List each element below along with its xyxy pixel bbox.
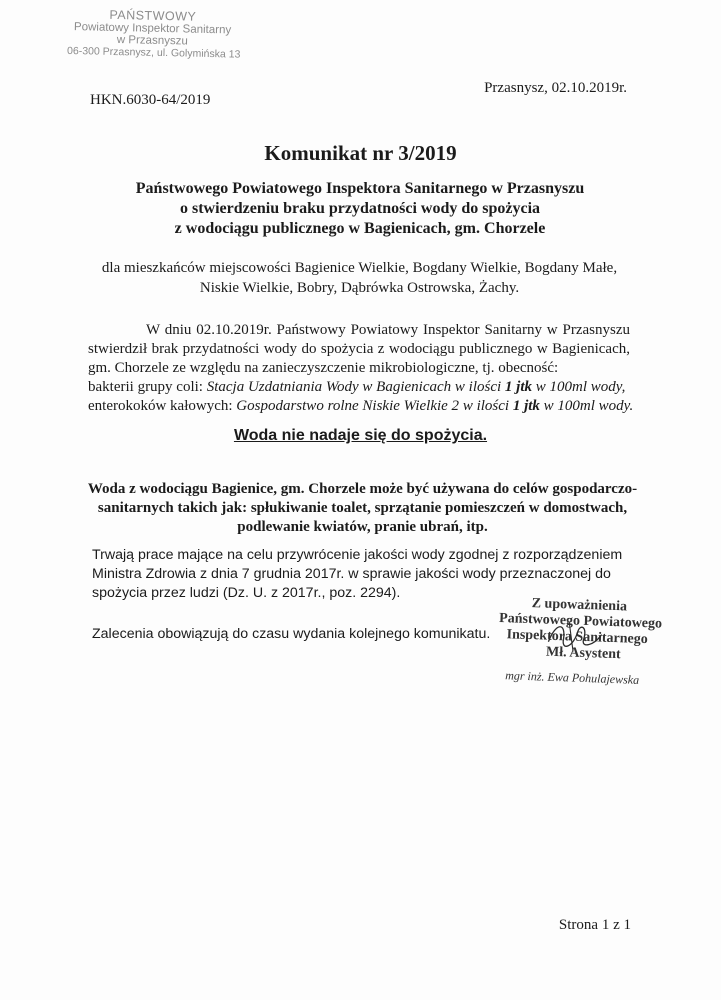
stamp-line: Powiatowy Inspektor Sanitarny (73, 21, 232, 37)
finding-amount: 1 jtk (512, 398, 540, 414)
signature-line: Mł. Asystent (545, 644, 621, 663)
finding-amount: 1 jtk (504, 379, 532, 395)
finding-location: Stacja Uzdatniania Wody w Bagienicach w ilości 1 jtk w 100ml wody, (206, 379, 626, 395)
signature-line: Inspektora Sanitarnego (506, 627, 648, 648)
signature-name: mgr inż. Ewa Pohulajewska (504, 668, 640, 687)
document-subtitle (80, 179, 640, 239)
finding-label: enterokoków kałowych: (88, 398, 237, 414)
stamp-line: PAŃSTWOWY (109, 7, 197, 24)
usage-notice: Woda z wodociągu Bagienice, gm. Chorzele może być używana do celów gospodarczo-sanitarnych takich jak: spłukiwanie toalet, sprzątanie pomieszczeń w domostwach, podlewanie kwiatów, pranie ubrań, itp. (87, 481, 638, 535)
subtitle-line: o stwierdzeniu braku przydatności wody do spożycia (179, 200, 541, 217)
signature-line: Państwowego Powiatowego (498, 610, 663, 632)
reference-number: HKN.6030-64/2019 (90, 92, 211, 108)
stamp-line: w Przasnyszu (116, 34, 188, 48)
page-number: Strona 1 z 1 (558, 917, 631, 933)
recipients-text: dla mieszkańców miejscowości Bagienice Wielkie, Bogdany Wielkie, Bogdany Małe, Niskie Wielkie, Bobry, Dąbrówka Ostrowska, Żachy. (101, 260, 618, 296)
office-stamp (66, 7, 241, 61)
finding-location: Gospodarstwo rolne Niskie Wielkie 2 w ilości 1 jtk w 100ml wody. (236, 398, 634, 414)
finding-line (88, 397, 634, 416)
document-title: Komunikat nr 3/2019 (264, 141, 457, 165)
document-date: Przasnysz, 02.10.2019r. (484, 80, 627, 96)
signature-line: Z upoważnienia (531, 596, 628, 615)
subtitle-line: z wodociągu publicznego w Bagienicach, gm. Chorzele (174, 220, 546, 237)
subtitle-line: Państwowego Powiatowego Inspektora Sanitarnego w Przasnyszu (135, 180, 585, 197)
finding-line (88, 378, 630, 397)
handwritten-signature-icon (543, 617, 614, 659)
warning-heading: Woda nie nadaje się do spożycia. (233, 427, 488, 444)
works-notice: Trwają prace mające na celu przywrócenie jakości wody zgodnej z rozporządzeniem Ministra Zdrowia z dnia 7 grudnia 2017r. w sprawie jakości wody przeznaczonej do spożycia przez ludzi (Dz. U. z 2017r., poz. 2294). (92, 547, 623, 601)
validity-notice: Zalecenia obowiązują do czasu wydania kolejnego komunikatu. (92, 626, 491, 642)
stamp-line: 06-300 Przasnysz, ul. Golymińska 13 (66, 44, 241, 61)
finding-label: bakterii grupy coli: (88, 379, 207, 395)
main-paragraph: W dniu 02.10.2019r. Państwowy Powiatowy Inspektor Sanitarny w Przasnyszu stwierdził brak przydatności wody do spożycia z wodociągu publicznego w Bagienicach, gm. Chorzele ze względu na zanieczyszczenie mikrobiologiczne, tj. obecność: (88, 322, 630, 376)
main-paragraph-block (88, 321, 634, 416)
signature-stamp (497, 595, 670, 689)
